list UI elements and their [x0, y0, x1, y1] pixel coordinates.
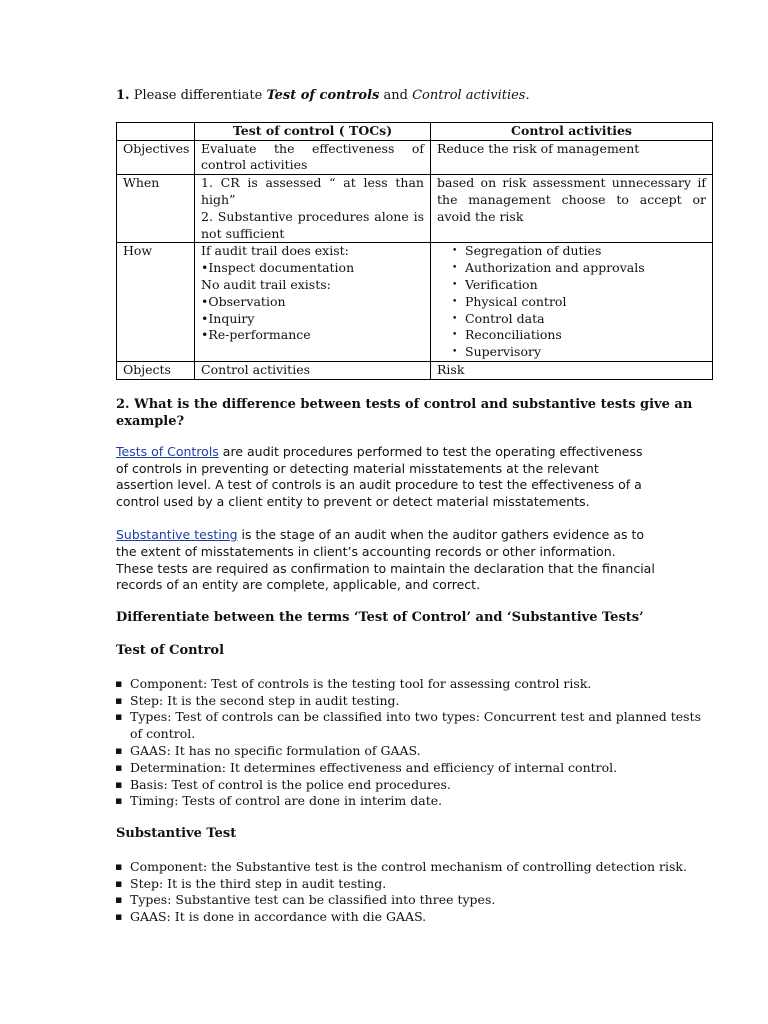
when-toc-line-2: 2. Substantive procedures alone is not sufficient — [201, 208, 424, 241]
question-2: 2. What is the difference between tests of control and substantive tests give an example? — [116, 396, 693, 429]
list-item: • Supervisory — [465, 344, 706, 361]
how-toc-line: •Inspect documentation — [201, 260, 355, 276]
substantive-testing-paragraph — [116, 527, 656, 594]
list-item: • Authorization and approvals — [465, 260, 706, 277]
list-item: ▪ Timing: Tests of control are done in interim date. — [130, 793, 716, 810]
row-label-objectives: Objectives — [117, 140, 195, 175]
question-1-term2: Control activities. — [412, 88, 530, 103]
list-item: ▪ Component: Test of controls is the testing tool for assessing control risk. — [130, 676, 716, 693]
cell-when-ca: based on risk assessment unnecessary if the management choose to accept or avoid the risk — [431, 175, 713, 243]
table-header-row — [117, 122, 713, 140]
list-item: ▪ GAAS: It is done in accordance with die GAAS. — [130, 909, 716, 926]
substantive-test-heading: Substantive Test — [116, 826, 237, 842]
list-item: • Segregation of duties — [465, 243, 706, 260]
cell-objectives-ca: Reduce the risk of management — [431, 140, 713, 175]
cell-objects-toc: Control activities — [195, 361, 431, 379]
row-label-objects: Objects — [117, 361, 195, 379]
cell-how-ca — [431, 243, 713, 362]
cell-how-toc — [195, 243, 431, 362]
question-1-and: and — [383, 88, 408, 103]
substantive-testing-text: is the stage of an audit when the auditor gathers evidence as to the extent of misstatements in client’s accounting records or other information. These tests are required as confirmation to maintain the declaration that the financial records of an entity are complete, applicable, and correct. — [116, 526, 655, 593]
tests-of-controls-link[interactable]: Tests of Controls — [116, 443, 219, 459]
substantive-testing-link[interactable]: Substantive testing — [116, 526, 238, 542]
cell-objectives-toc: Evaluate the effectiveness of control activities — [195, 140, 431, 175]
cell-objects-ca: Risk — [431, 361, 713, 379]
differentiate-heading: Differentiate between the terms ‘Test of Control’ and ‘Substantive Tests’ — [116, 610, 644, 626]
question-1-prefix: Please differentiate — [133, 88, 263, 103]
question-1-term1: Test of controls — [266, 88, 380, 103]
table-row-when — [117, 175, 713, 243]
when-toc-line-1: 1. CR is assessed “ at less than high” — [201, 175, 424, 207]
question-1 — [116, 88, 716, 105]
list-item: ▪ Component: the Substantive test is the control mechanism of controlling detection risk. — [130, 859, 716, 876]
test-of-control-heading: Test of Control — [116, 642, 225, 658]
list-item: ▪ Step: It is the second step in audit testing. — [130, 693, 716, 710]
list-item: ▪ Determination: It determines effectiveness and efficiency of internal control. — [130, 760, 716, 777]
list-item: • Verification — [465, 277, 706, 294]
table-header-ca: Control activities — [431, 122, 713, 140]
table-row-objects — [117, 361, 713, 379]
question-1-number: 1. — [116, 88, 130, 103]
table-row-how — [117, 243, 713, 362]
how-toc-line: •Re-performance — [201, 327, 311, 343]
how-toc-line: No audit trail exists: — [201, 276, 331, 292]
document-page — [116, 88, 716, 942]
control-activities-list — [437, 243, 706, 361]
list-item: ▪ GAAS: It has no specific formulation of GAAS. — [130, 743, 716, 760]
list-item: • Reconciliations — [465, 327, 706, 344]
how-toc-line: If audit trail does exist: — [201, 243, 349, 259]
list-item: • Control data — [465, 311, 706, 328]
table-header-empty — [117, 122, 195, 140]
list-item: • Physical control — [465, 294, 706, 311]
row-label-when: When — [117, 175, 195, 243]
test-of-control-list — [116, 676, 716, 810]
cell-when-toc — [195, 175, 431, 243]
substantive-test-list — [116, 859, 716, 926]
comparison-table — [116, 122, 713, 380]
tests-of-controls-paragraph — [116, 444, 656, 511]
list-item: ▪ Types: Substantive test can be classified into three types. — [130, 892, 716, 909]
how-toc-line: •Observation — [201, 293, 286, 309]
tests-of-controls-text: are audit procedures performed to test the operating effectiveness of controls in preventing or detecting material misstatements at the relevant assertion level. A test of controls is an audit procedure to test the effectiveness of a control used by a client entity to prevent or detect material misstatements. — [116, 443, 643, 510]
list-item: ▪ Basis: Test of control is the police end procedures. — [130, 777, 716, 794]
row-label-how: How — [117, 243, 195, 362]
how-toc-line: •Inquiry — [201, 310, 255, 326]
table-header-toc: Test of control ( TOCs) — [195, 122, 431, 140]
list-item: ▪ Step: It is the third step in audit testing. — [130, 876, 716, 893]
table-row-objectives — [117, 140, 713, 175]
list-item: ▪ Types: Test of controls can be classified into two types: Concurrent test and planned tests of control. — [130, 709, 716, 743]
